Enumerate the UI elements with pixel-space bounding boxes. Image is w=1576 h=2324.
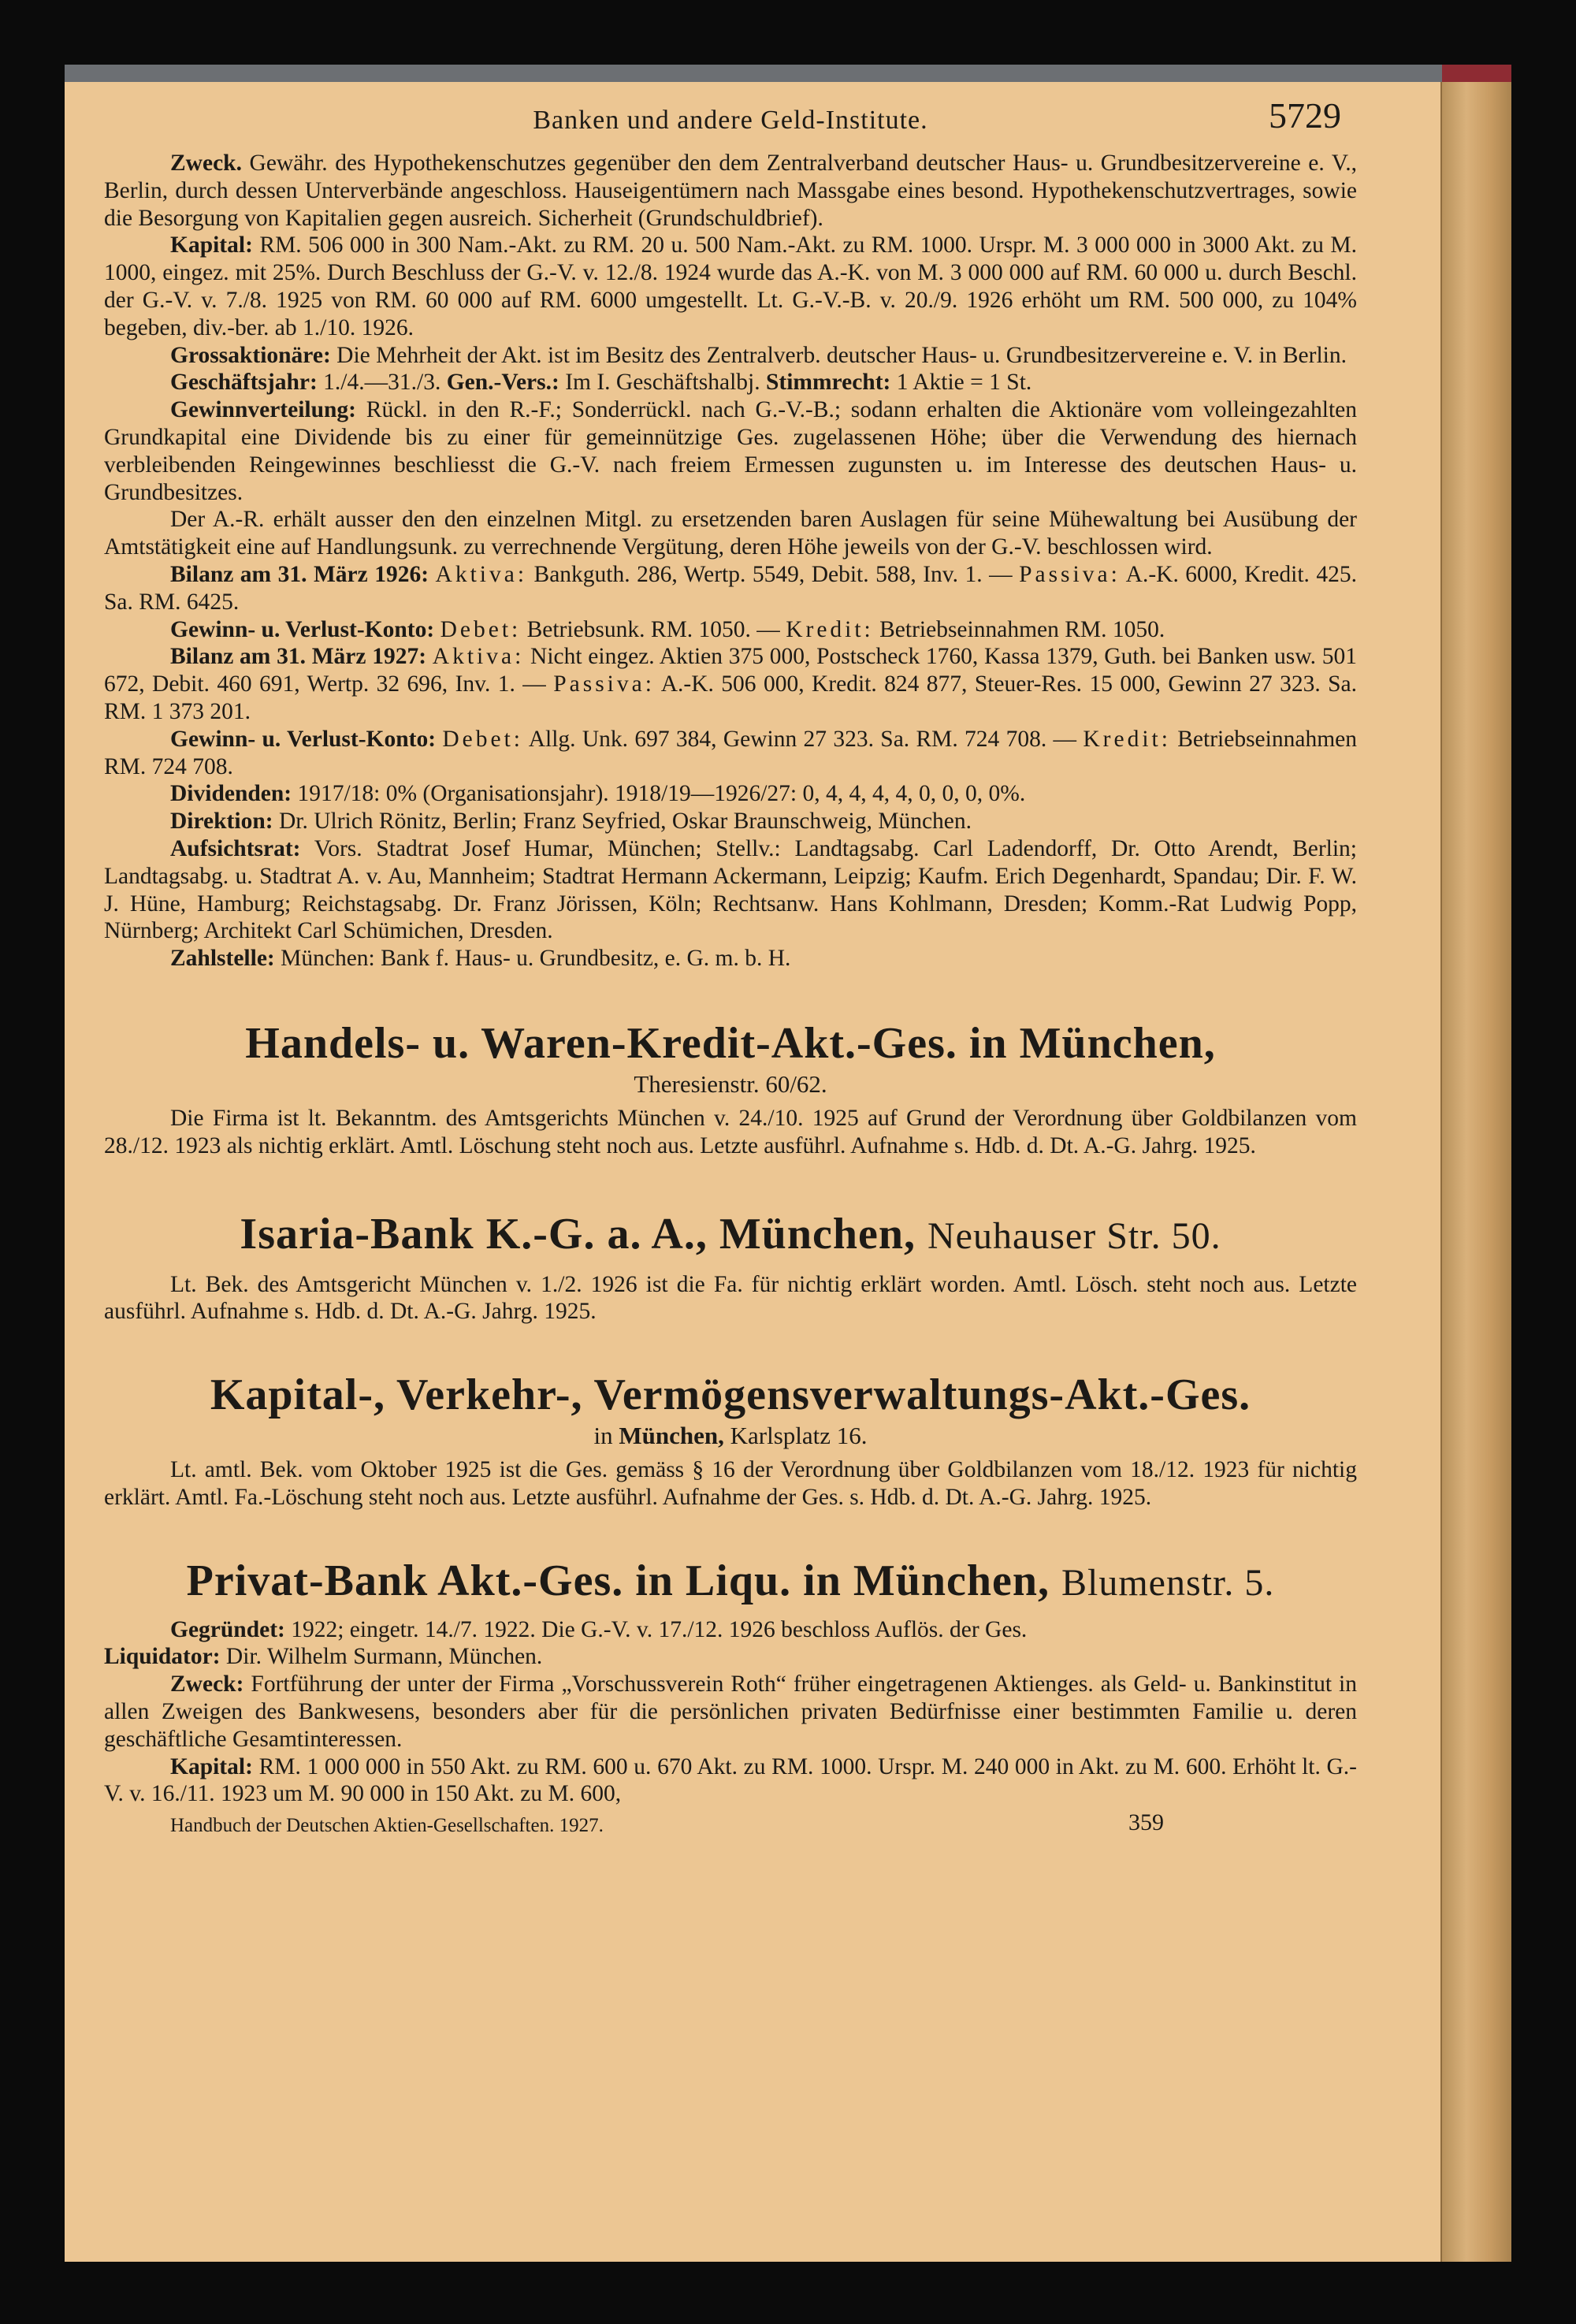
text-aktiva-1926: Bankguth. 286, Wertp. 5549, Debit. 588, Inv. 1. — [533, 561, 1013, 587]
running-header [104, 95, 1357, 150]
label-kapital: Kapital: [170, 232, 253, 258]
heading-handels-waren-kredit: Handels- u. Waren-Kredit-Akt.-Ges. in München, [245, 1018, 1216, 1068]
word-kredit: Kredit: [786, 616, 874, 642]
heading-isaria-bank [104, 1209, 1357, 1262]
text-zahlstelle: München: Bank f. Haus- u. Grundbesitz, e. G. m. b. H. [281, 946, 791, 972]
label-zahlstelle: Zahlstelle: [170, 946, 275, 972]
paragraph-guv-1926 [104, 616, 1357, 644]
label-guv-1926: Gewinn- u. Verlust-Konto: [170, 616, 435, 642]
text-aufsichtsrat: Vors. Stadtrat Josef Humar, München; Stellv.: Landtagsabg. Carl Ladendorff, Dr. Otto Arendt, Berlin; Landtagsabg. u. Stadtrat A. v. Au, Mannheim; Stadtrat Hermann Ackermann, Leipzig; Kaufm. Erich Degenhardt, Spandau; Dir. F. W. J. Hüne, Hamburg; Reichstagsabg. Dr. Franz Jörissen, Köln; Rechtsanw. Hans Kohlmann, Dresden; Komm.-Rat Ludwig Popp, Nürnberg; Architekt Carl Schümichen, Dresden. [104, 835, 1357, 944]
text-kredit-1926: Betriebseinnahmen RM. 1050. [879, 616, 1165, 642]
address-isaria-bank: Neuhauser Str. 50. [927, 1214, 1221, 1257]
paragraph-zweck-privat [104, 1671, 1357, 1753]
paragraph-direktion [104, 808, 1357, 835]
label-bilanz-1927: Bilanz am 31. März 1927: [170, 644, 427, 670]
spacer [104, 1160, 1357, 1209]
paragraph-bilanz-1927 [104, 643, 1357, 725]
page-number: 5729 [1269, 95, 1341, 136]
paragraph-liquidator [104, 1643, 1357, 1671]
paragraph-gegruendet [104, 1616, 1357, 1644]
paragraph-gewinnverteilung [104, 396, 1357, 506]
label-bilanz-1926: Bilanz am 31. März 1926: [170, 561, 429, 587]
page-content [104, 95, 1358, 1841]
title-isaria-bank: Isaria-Bank K.-G. a. A., München, [240, 1209, 916, 1259]
address-privat-bank: Blumenstr. 5. [1061, 1561, 1275, 1604]
scan-top-edge [65, 65, 1511, 82]
paragraph-aufsichtsrat-verguetung: Der A.-R. erhält ausser den den einzelnen Mitgl. zu ersetzenden baren Auslagen für seine Mühewaltung bei Ausübung der Amtstätigkeit eine auf Handlungsunk. zu verrechnende Vergütung, deren Höhe jeweils von der G.-V. beschlossen wird. [104, 507, 1357, 560]
text-gegruendet: 1922; eingetr. 14./7. 1922. Die G.-V. v. 17./12. 1926 beschloss Auflös. der Ges. [291, 1616, 1028, 1642]
word-kredit: Kredit: [1083, 726, 1171, 752]
word-debet: Debet: [442, 726, 524, 752]
word-debet: Debet: [440, 616, 522, 642]
paragraph-isaria-bank: Lt. Bek. des Amtsgericht München v. 1./2. 1926 ist die Fa. für nichtig erklärt worden. Amtl. Lösch. steht noch aus. Letzte ausführl. Aufnahme s. Hdb. d. Dt. A.-G. Jahrg. 1925. [104, 1271, 1357, 1325]
text-grossaktionaere: Die Mehrheit der Akt. ist im Besitz des Zentralverb. deutscher Haus- u. Grundbesitzervereine e. V. in Berlin. [336, 342, 1347, 368]
paragraph-zahlstelle [104, 945, 1357, 972]
text-dividenden: 1917/18: 0% (Organisationsjahr). 1918/19—1926/27: 0, 4, 4, 4, 4, 0, 0, 0, 0%. [297, 781, 1026, 807]
label-kapital-privat: Kapital: [170, 1753, 253, 1779]
text-debet-1927: Allg. Unk. 697 384, Gewinn 27 323. Sa. RM. 724 708. — [528, 726, 1077, 752]
text-direktion: Dr. Ulrich Rönitz, Berlin; Franz Seyfried, Oskar Braunschweig, München. [278, 809, 972, 835]
footer-source: Handbuch der Deutschen Aktien-Gesellschaften. 1927. [170, 1815, 604, 1837]
paragraph-dividenden [104, 780, 1357, 808]
paragraph-zweck [104, 150, 1357, 232]
paragraph-guv-1927 [104, 726, 1357, 781]
label-stimmrecht: Stimmrecht: [765, 370, 891, 396]
text-stimmrecht: 1 Aktie = 1 St. [896, 370, 1032, 396]
text-debet-1926: Betriebsunk. RM. 1050. — [526, 616, 780, 642]
heading-kapital-verkehr: Kapital-, Verkehr-, Vermögensverwaltungs-Akt.-Ges. [210, 1370, 1251, 1420]
word-aktiva: Aktiva: [435, 561, 528, 587]
label-zweck: Zweck. [170, 151, 242, 176]
label-liquidator: Liquidator: [104, 1644, 221, 1670]
text-liquidator: Dir. Wilhelm Surmann, München. [225, 1644, 543, 1670]
label-aufsichtsrat: Aufsichtsrat: [170, 835, 301, 861]
label-grossaktionaere: Grossaktionäre: [170, 342, 331, 368]
paragraph-kapital-verkehr: Lt. amtl. Bek. vom Oktober 1925 ist die Ges. gemäss § 16 der Verordnung über Goldbilanzen vom 18./12. 1923 für nichtig erklärt. Amtl. Fa.-Löschung steht noch aus. Letzte ausführl. Aufnahme der Ges. s. Hdb. d. Dt. A.-G. Jahrg. 1925. [104, 1457, 1357, 1510]
text-gewinnverteilung: Rückl. in den R.-F.; Sonderrückl. nach G.-V.-B.; sodann erhalten die Aktionäre vom volleingezahlten Grundkapital eine Dividende bis zu einer für gemeinnützige Ges. zugelassenen Höhe; über die Verwendung des hiernach verbleibenden Reingewinnes beschliesst die G.-V. nach freiem Ermessen zugunsten u. im Interesse des deutschen Haus- u. Grundbesitzes. [104, 397, 1358, 505]
label-geschaeftsjahr: Geschäftsjahr: [170, 370, 318, 396]
book-spine-edge [1440, 82, 1511, 2262]
text-aktiva-1927: Nicht eingez. Aktien 375 000, Postscheck 1760, Kassa 1379, Guth. bei Banken usw. 501 672, Debit. 460 691, Wertp. 32 696, Inv. 1. — [104, 644, 1358, 697]
text-kapital: RM. 506 000 in 300 Nam.-Akt. zu RM. 20 u. 500 Nam.-Akt. zu RM. 1000. Urspr. M. 3 000 000 in 3000 Akt. zu M. 1000, eingez. mit 25%. Durch Beschluss der G.-V. v. 12./8. 1924 wurde das A.-K. von M. 3 000 000 auf RM. 60 000 u. durch Beschl. der G.-V. v. 7./8. 1925 von RM. 60 000 auf RM. 6000 umgestellt. Lt. G.-V.-B. v. 20./9. 1926 erhöht um RM. 500 000, zu 104% begeben, div.-ber. ab 1./10. 1926. [104, 232, 1357, 340]
paragraph-kapital-privat [104, 1753, 1357, 1809]
spacer [104, 1326, 1357, 1370]
footer-number: 359 [1128, 1809, 1164, 1836]
text-passiva-1926: A.-K. 6000, Kredit. 425. Sa. RM. 6425. [104, 561, 1358, 615]
text-kredit-1927: Betriebseinnahmen RM. 724 708. [104, 726, 1357, 779]
label-gen-vers: Gen.-Vers.: [446, 370, 559, 396]
paragraph-handels-waren-kredit: Die Firma ist lt. Bekanntm. des Amtsgerichts München v. 24./10. 1925 auf Grund der Verordnung über Goldbilanzen vom 28./12. 1923 als nichtig erklärt. Amtl. Löschung steht noch aus. Letzte ausführl. Aufnahme s. Hdb. d. Dt. A.-G. Jahrg. 1925. [104, 1105, 1357, 1158]
scanned-page [65, 65, 1511, 2262]
title-privat-bank: Privat-Bank Akt.-Ges. in Liqu. in München, [186, 1556, 1050, 1605]
word-passiva: Passiva: [1019, 561, 1121, 587]
word-aktiva: Aktiva: [432, 644, 525, 670]
text-gen-vers: Im I. Geschäftshalbj. [565, 370, 760, 396]
text-zweck-privat: Fortführung der unter der Firma „Vorschussverein Roth“ früher eingetragenen Aktienges. als Geld- u. Bankinstitut in allen Zweigen des Bankwesens, besonders aber für die persönlichen privaten Bedürfnisse einer bestimmten Familie u. deren geschäftliche Gesamtinteressen. [104, 1671, 1357, 1752]
spacer [104, 1512, 1357, 1556]
label-gegruendet: Gegründet: [170, 1616, 285, 1642]
paragraph-grossaktionaere [104, 342, 1357, 370]
text-zweck: Gewähr. des Hypothekenschutzes gegenüber den dem Zentralverband deutscher Haus- u. Grundbesitzervereine e. V., Berlin, durch dessen Unterverbände angeschloss. Hauseigentümern nach Massgabe eines besond. Hypothekenschutzvertrages, sowie die Besorgung von Kapitalien gegen ausreich. Sicherheit (Grundschuldbrief). [104, 151, 1358, 231]
subtitle-kapital-verkehr: in München, Karlsplatz 16. [593, 1422, 868, 1450]
label-zweck-privat: Zweck: [170, 1671, 244, 1697]
label-direktion: Direktion: [170, 809, 273, 835]
city-muenchen: München, [619, 1422, 724, 1450]
text-passiva-1927: A.-K. 506 000, Kredit. 824 877, Steuer-Res. 15 000, Gewinn 27 323. Sa. RM. 1 373 201. [104, 671, 1358, 724]
running-title: Banken und andere Geld-Institute. [533, 106, 928, 135]
paragraph-bilanz-1926 [104, 561, 1357, 616]
paragraph-geschaeftsjahr [104, 369, 1357, 396]
heading-privat-bank [104, 1556, 1357, 1608]
text-kapital-privat: RM. 1 000 000 in 550 Akt. zu RM. 600 u. 670 Akt. zu RM. 1000. Urspr. M. 240 000 in Akt. zu M. 600. Erhöht lt. G.-V. v. 16./11. 1923 um M. 90 000 in 150 Akt. zu M. 600, [104, 1753, 1358, 1807]
paragraph-aufsichtsrat [104, 835, 1357, 945]
label-dividenden: Dividenden: [170, 781, 292, 807]
word-passiva: Passiva: [553, 671, 655, 697]
paragraph-kapital [104, 232, 1357, 341]
spacer [104, 972, 1357, 1018]
label-gewinnverteilung: Gewinnverteilung: [170, 397, 356, 423]
address-handels-waren-kredit: Theresienstr. 60/62. [634, 1069, 827, 1098]
page-footer [104, 1809, 1357, 1841]
label-guv-1927: Gewinn- u. Verlust-Konto: [170, 726, 437, 752]
text-geschaeftsjahr: 1./4.—31./3. [323, 370, 441, 396]
